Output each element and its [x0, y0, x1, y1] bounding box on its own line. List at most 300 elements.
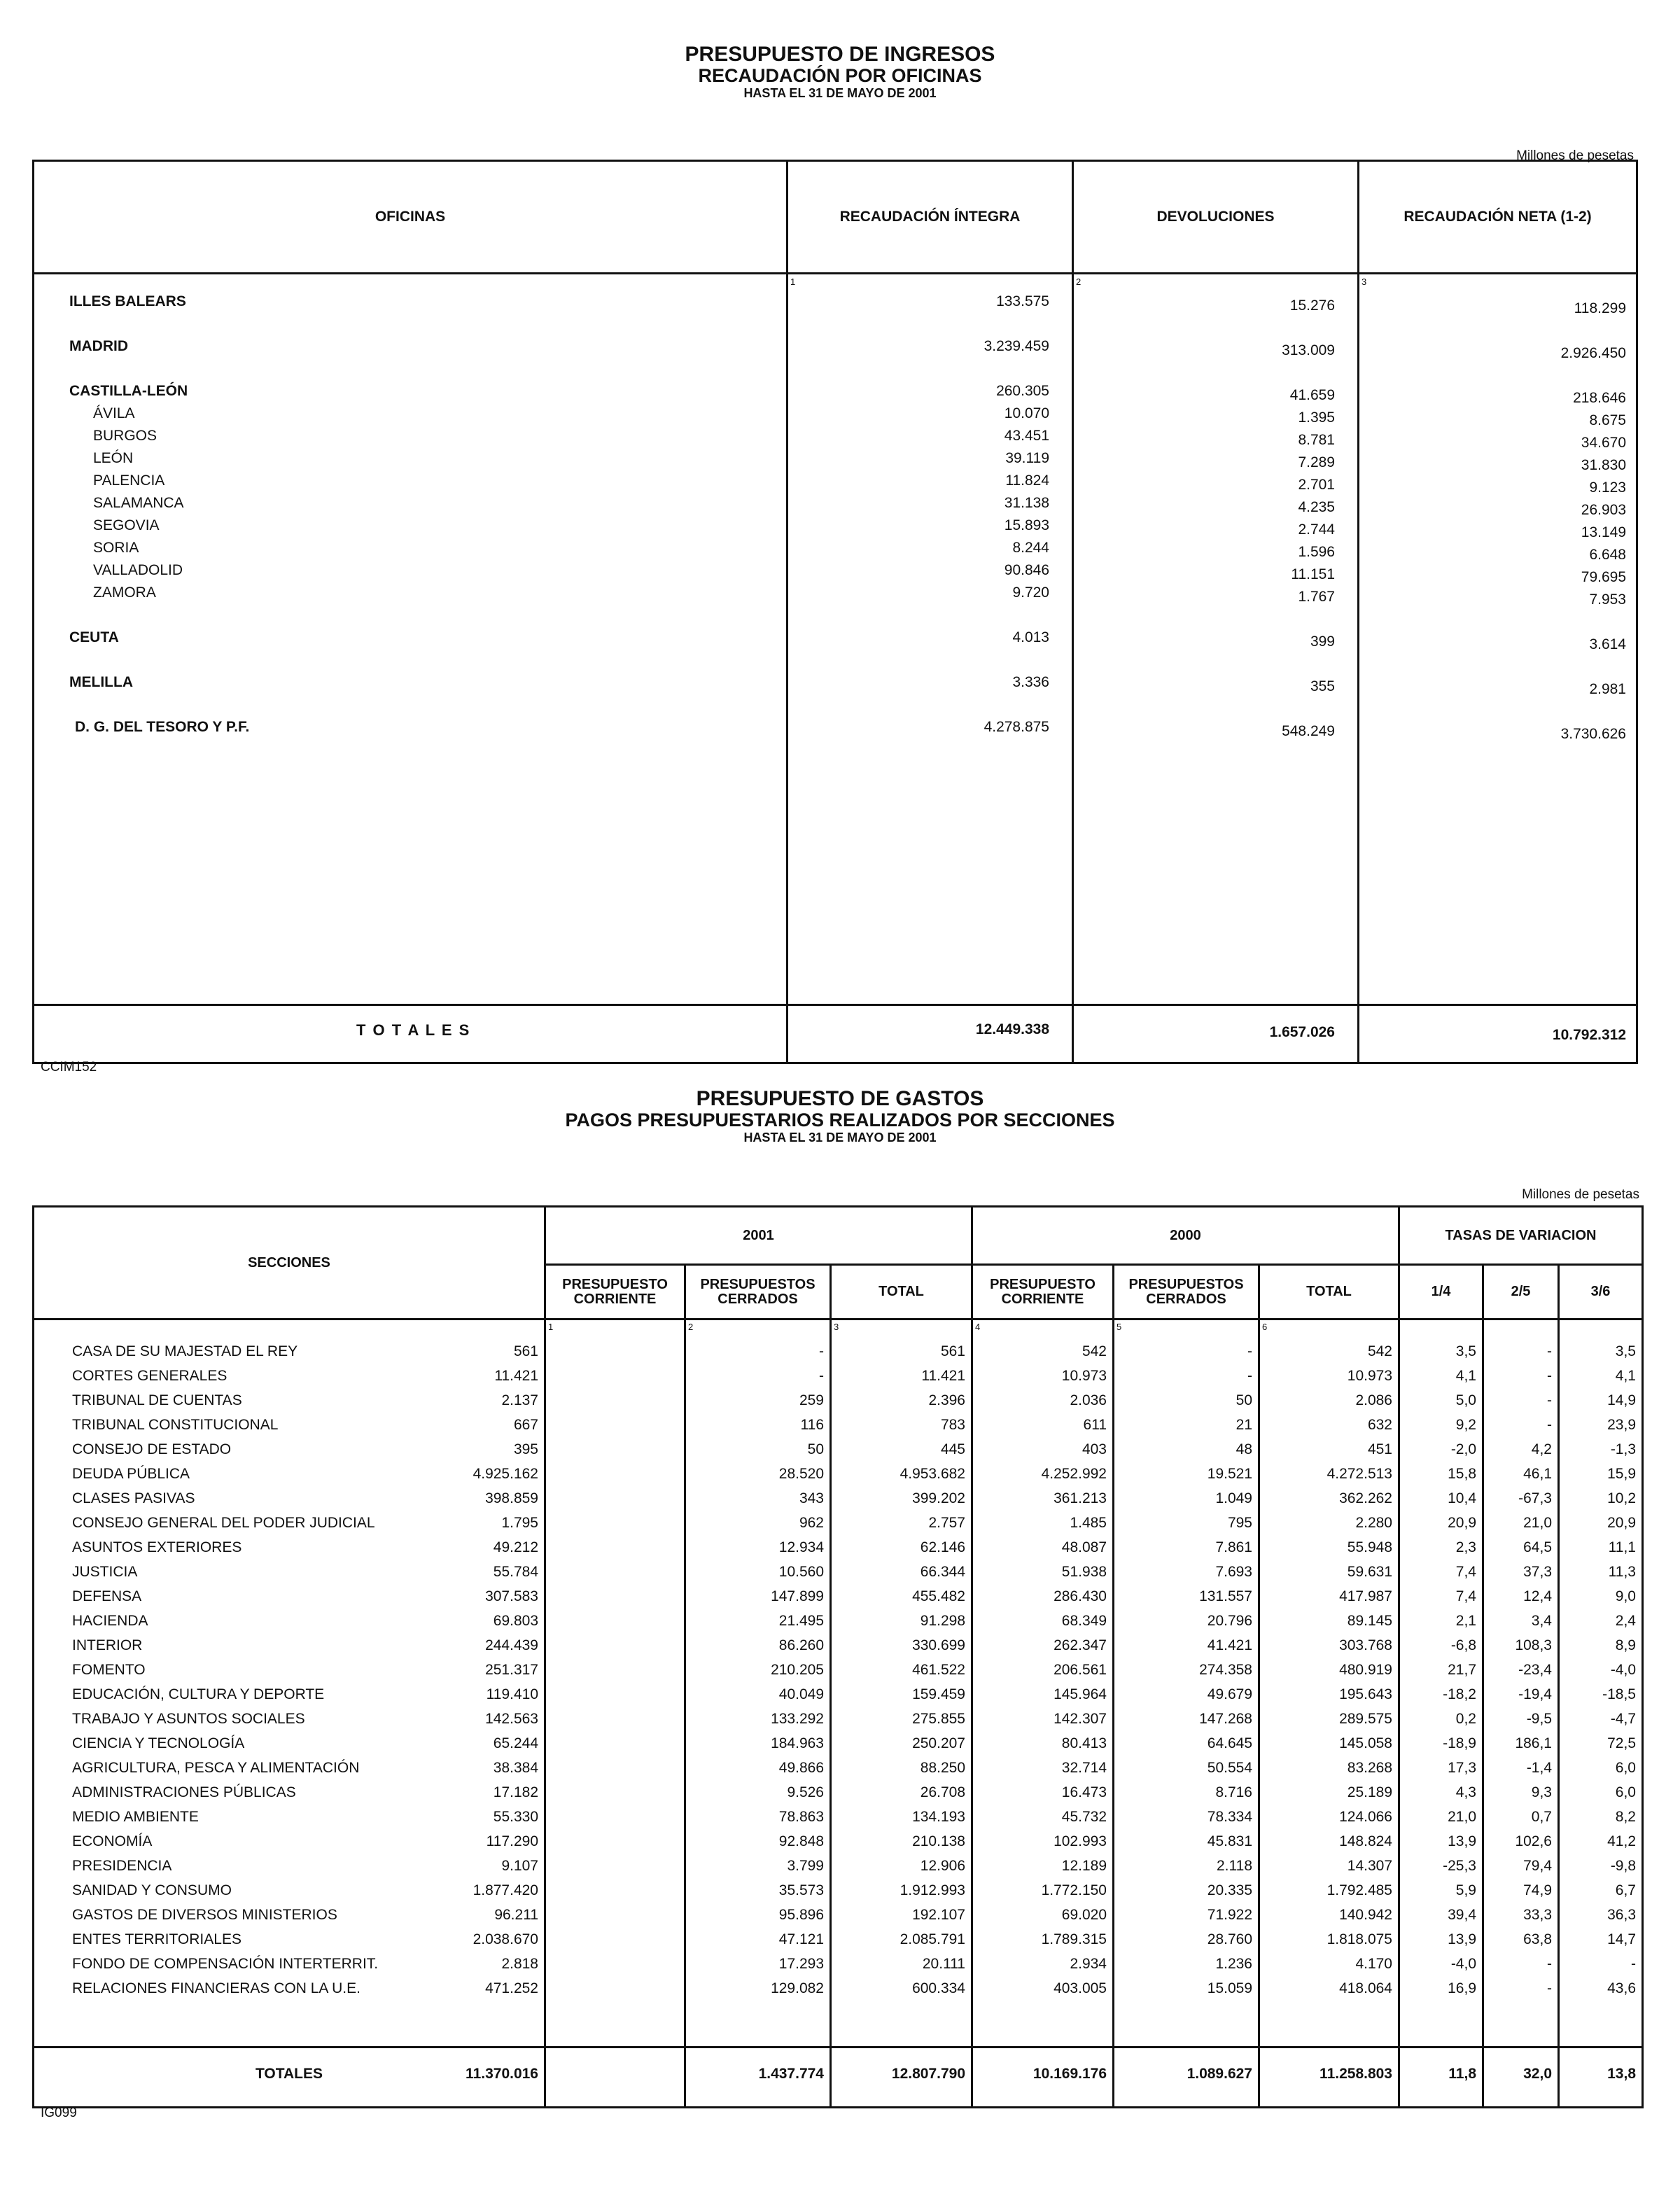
cell-value: 962 — [799, 1515, 824, 1531]
cell-value: 343 — [799, 1490, 824, 1506]
cell-value: 117.290 — [486, 1833, 538, 1849]
table-row — [34, 1610, 1642, 1634]
row-label: CASTILLA-LEÓN — [69, 383, 188, 399]
row-value: 2.926.450 — [1560, 345, 1626, 361]
row-value: 34.670 — [1581, 435, 1626, 451]
seccion-name: TRABAJO Y ASUNTOS SOCIALES — [72, 1711, 305, 1727]
cell-value: 403.005 — [1054, 1980, 1107, 1996]
header-recaudacion-neta: RECAUDACIÓN NETA (1-2) — [1404, 209, 1592, 225]
cell-value: 21.495 — [778, 1613, 824, 1629]
cell-value: 632 — [1367, 1417, 1392, 1433]
cell-value: 2.038.670 — [472, 1931, 538, 1947]
cell-value: 28.760 — [1207, 1931, 1252, 1947]
table-row — [34, 1708, 1642, 1732]
cell-value: 36,3 — [1607, 1907, 1636, 1923]
seccion-name: CONSEJO GENERAL DEL PODER JUDICIAL — [72, 1515, 375, 1531]
row-value: 313.009 — [1282, 342, 1335, 358]
cell-value: 51.938 — [1061, 1564, 1107, 1580]
cell-value: 9.526 — [787, 1784, 824, 1800]
row-value: 11.824 — [1005, 472, 1049, 489]
row-label: ZAMORA — [93, 584, 156, 601]
seccion-name: PRESIDENCIA — [72, 1858, 172, 1874]
row-value: 15.276 — [1289, 298, 1335, 314]
cell-value: 14,9 — [1607, 1392, 1636, 1408]
column-number: 5 — [1116, 1322, 1122, 1332]
cell-value: 35.573 — [778, 1882, 824, 1898]
table-row — [34, 1463, 1642, 1488]
row-value: 3.614 — [1589, 636, 1626, 652]
cell-value: 45.831 — [1207, 1833, 1252, 1849]
cell-value: 611 — [1083, 1417, 1107, 1433]
row-value: 1.767 — [1298, 589, 1335, 605]
cell-value: 72,5 — [1607, 1735, 1636, 1751]
cell-value: - — [1247, 1368, 1252, 1384]
ingresos-subtitle: RECAUDACIÓN POR OFICINAS — [698, 65, 982, 86]
cell-value: 275.855 — [912, 1711, 965, 1727]
row-value: 1.395 — [1298, 410, 1335, 426]
ingresos-title: PRESUPUESTO DE INGRESOS — [685, 43, 995, 66]
cell-value: 21,0 — [1523, 1515, 1552, 1531]
table-row — [34, 1732, 1642, 1757]
cell-value: 92.848 — [778, 1833, 824, 1849]
cell-value: 6,7 — [1615, 1882, 1636, 1898]
cell-value: 2,4 — [1615, 1613, 1636, 1629]
row-value: 3.336 — [1012, 674, 1049, 690]
row-label: VALLADOLID — [93, 562, 183, 578]
table-row — [34, 1561, 1642, 1586]
cell-value: 14.307 — [1347, 1858, 1392, 1874]
cell-value: 4,2 — [1531, 1441, 1552, 1457]
cell-value: 26.708 — [920, 1784, 965, 1800]
cell-value: 159.459 — [912, 1686, 965, 1702]
cell-value: 23,9 — [1607, 1417, 1636, 1433]
table-row — [34, 1414, 1642, 1438]
cell-value: - — [819, 1343, 824, 1359]
row-value: 8.675 — [1589, 412, 1626, 428]
cell-value: -2,0 — [1450, 1441, 1476, 1457]
cell-value: 21,0 — [1448, 1809, 1476, 1825]
seccion-name: CLASES PASIVAS — [72, 1490, 195, 1506]
row-value: 4.235 — [1298, 499, 1335, 515]
total-value: 11,8 — [1448, 2066, 1476, 2082]
gastos-units: Millones de pesetas — [1522, 1187, 1639, 1202]
cell-value: 13,9 — [1448, 1833, 1476, 1849]
cell-value: -4,7 — [1610, 1711, 1636, 1727]
row-value: 13.149 — [1581, 524, 1626, 540]
cell-value: 4.170 — [1355, 1956, 1392, 1972]
cell-value: 11,3 — [1608, 1564, 1636, 1580]
ingresos-date: HASTA EL 31 DE MAYO DE 2001 — [743, 86, 937, 100]
cell-value: 147.899 — [771, 1588, 824, 1604]
row-value: 7.953 — [1589, 592, 1626, 608]
cell-value: -18,5 — [1602, 1686, 1636, 1702]
cell-value: 32.714 — [1061, 1760, 1107, 1776]
cell-value: 4.953.682 — [899, 1466, 965, 1482]
row-label: CEUTA — [69, 629, 119, 645]
seccion-name: EDUCACIÓN, CULTURA Y DEPORTE — [72, 1686, 325, 1702]
cell-value: 20,9 — [1448, 1515, 1476, 1531]
column-number: 1 — [548, 1322, 554, 1332]
cell-value: 21,7 — [1448, 1662, 1476, 1678]
cell-value: 41.421 — [1207, 1637, 1252, 1653]
cell-value: 108,3 — [1515, 1637, 1552, 1653]
cell-value: -23,4 — [1518, 1662, 1552, 1678]
row-value: 31.138 — [1004, 495, 1049, 511]
cell-value: 9.107 — [501, 1858, 538, 1874]
cell-value: 399.202 — [912, 1490, 965, 1506]
cell-value: 451 — [1367, 1441, 1392, 1457]
cell-value: 192.107 — [912, 1907, 965, 1923]
cell-value: 5,9 — [1455, 1882, 1476, 1898]
table-row — [34, 1634, 1642, 1659]
cell-value: 6,0 — [1615, 1760, 1636, 1776]
cell-value: 8,2 — [1615, 1809, 1636, 1825]
cell-value: 259 — [799, 1392, 824, 1408]
row-value: 218.646 — [1573, 390, 1626, 406]
total-value: 11.258.803 — [1320, 2066, 1392, 2082]
seccion-name: CORTES GENERALES — [72, 1368, 227, 1384]
column-number: 2 — [688, 1322, 694, 1332]
table-row — [34, 1928, 1642, 1953]
ingresos-title-block — [0, 43, 1680, 101]
cell-value: 186,1 — [1515, 1735, 1552, 1751]
cell-value: 89.145 — [1347, 1613, 1392, 1629]
header-total-2001: TOTAL — [878, 1284, 924, 1299]
cell-value: 361.213 — [1054, 1490, 1107, 1506]
cell-value: 21 — [1236, 1417, 1252, 1433]
cell-value: 561 — [513, 1343, 538, 1359]
row-value: 9.123 — [1589, 479, 1626, 496]
cell-value: 7.861 — [1215, 1539, 1252, 1555]
cell-value: 20,9 — [1607, 1515, 1636, 1531]
cell-value: 445 — [940, 1441, 965, 1457]
gastos-title-block — [0, 1088, 1680, 1145]
cell-value: 9,0 — [1615, 1588, 1636, 1604]
column-divider — [1357, 162, 1359, 1062]
seccion-name: INTERIOR — [72, 1637, 143, 1653]
header-oficinas: OFICINAS — [374, 209, 446, 225]
cell-value: 10.973 — [1061, 1368, 1107, 1384]
seccion-name: MEDIO AMBIENTE — [72, 1809, 199, 1825]
seccion-name: RELACIONES FINANCIERAS CON LA U.E. — [72, 1980, 360, 1996]
seccion-name: FOMENTO — [72, 1662, 146, 1678]
table-row — [34, 1904, 1642, 1928]
header-tasa-2-5: 2/5 — [1511, 1284, 1531, 1299]
cell-value: 195.643 — [1339, 1686, 1392, 1702]
seccion-name: CASA DE SU MAJESTAD EL REY — [72, 1343, 298, 1359]
cell-value: 9,2 — [1455, 1417, 1476, 1433]
total-recaudacion-neta: 10.792.312 — [1552, 1027, 1626, 1043]
row-value: 41.659 — [1289, 387, 1335, 403]
cell-value: 7.693 — [1215, 1564, 1252, 1580]
table-row — [34, 1879, 1642, 1904]
table-row — [34, 1586, 1642, 1610]
row-value: 1.596 — [1298, 544, 1335, 560]
cell-value: 119.410 — [486, 1686, 538, 1702]
cell-value: 16,9 — [1448, 1980, 1476, 1996]
cell-value: 64.645 — [1207, 1735, 1252, 1751]
cell-value: 10.560 — [778, 1564, 824, 1580]
cell-value: 418.064 — [1339, 1980, 1392, 1996]
cell-value: 1.485 — [1070, 1515, 1107, 1531]
row-value: 3.730.626 — [1560, 726, 1626, 742]
cell-value: 39,4 — [1448, 1907, 1476, 1923]
cell-value: 1.236 — [1215, 1956, 1252, 1972]
seccion-name: CIENCIA Y TECNOLOGÍA — [72, 1735, 245, 1751]
cell-value: 142.563 — [485, 1711, 538, 1727]
seccion-name: TRIBUNAL DE CUENTAS — [72, 1392, 242, 1408]
cell-value: 7,4 — [1455, 1588, 1476, 1604]
table-row — [34, 1536, 1642, 1561]
seccion-name: DEUDA PÚBLICA — [72, 1466, 190, 1482]
seccion-name: CONSEJO DE ESTADO — [72, 1441, 232, 1457]
cell-value: -4,0 — [1450, 1956, 1476, 1972]
cell-value: 7,4 — [1455, 1564, 1476, 1580]
cell-value: -19,4 — [1518, 1686, 1552, 1702]
cell-value: 471.252 — [485, 1980, 538, 1996]
row-label: BURGOS — [93, 428, 158, 444]
column-number: 2 — [1076, 276, 1082, 287]
cell-value: 8,9 — [1615, 1637, 1636, 1653]
cell-value: - — [1547, 1392, 1552, 1408]
cell-value: 37,3 — [1523, 1564, 1552, 1580]
header-devoluciones: DEVOLUCIONES — [1156, 209, 1275, 225]
cell-value: 63,8 — [1523, 1931, 1552, 1947]
cell-value: 1.912.993 — [899, 1882, 965, 1898]
cell-value: 78.863 — [778, 1809, 824, 1825]
header-tasa-3-6: 3/6 — [1590, 1284, 1611, 1299]
total-devoluciones: 1.657.026 — [1269, 1024, 1335, 1040]
cell-value: 0,2 — [1455, 1711, 1476, 1727]
totals-top-line — [34, 2046, 1642, 2048]
cell-value: 13,9 — [1448, 1931, 1476, 1947]
row-value: 9.720 — [1012, 584, 1049, 601]
row-label: LEÓN — [93, 450, 134, 466]
table-row — [34, 1390, 1642, 1414]
column-divider — [786, 162, 788, 1062]
cell-value: 48.087 — [1061, 1539, 1107, 1555]
cell-value: 91.298 — [920, 1613, 965, 1629]
column-number: 3 — [1362, 276, 1367, 287]
cell-value: 795 — [1227, 1515, 1252, 1531]
cell-value: -9,5 — [1526, 1711, 1552, 1727]
seccion-name: FONDO DE COMPENSACIÓN INTERTERRIT. — [72, 1956, 379, 1972]
cell-value: 147.268 — [1199, 1711, 1252, 1727]
cell-value: 417.987 — [1339, 1588, 1392, 1604]
cell-value: 398.859 — [485, 1490, 538, 1506]
cell-value: - — [1247, 1343, 1252, 1359]
cell-value: - — [1547, 1980, 1552, 1996]
cell-value: 140.942 — [1339, 1907, 1392, 1923]
cell-value: 4,1 — [1615, 1368, 1636, 1384]
ingresos-table — [32, 160, 1638, 1064]
cell-value: 286.430 — [1054, 1588, 1107, 1604]
row-value: 31.830 — [1581, 457, 1626, 473]
cell-value: 15,9 — [1607, 1466, 1636, 1482]
cell-value: 12.189 — [1061, 1858, 1107, 1874]
row-label: PALENCIA — [93, 472, 165, 489]
table-row — [34, 1340, 1642, 1365]
gastos-totals-row — [34, 2063, 1642, 2087]
cell-value: 129.082 — [771, 1980, 824, 1996]
seccion-name: DEFENSA — [72, 1588, 142, 1604]
cell-value: 74,9 — [1523, 1882, 1552, 1898]
cell-value: 10,2 — [1607, 1490, 1636, 1506]
cell-value: 2,3 — [1455, 1539, 1476, 1555]
cell-value: 210.205 — [771, 1662, 824, 1678]
cell-value: 2.085.791 — [899, 1931, 965, 1947]
seccion-name: JUSTICIA — [72, 1564, 138, 1580]
cell-value: 41,2 — [1607, 1833, 1636, 1849]
seccion-name: AGRICULTURA, PESCA Y ALIMENTACIÓN — [72, 1760, 360, 1776]
row-value: 6.648 — [1589, 547, 1626, 563]
row-value: 43.451 — [1004, 428, 1049, 444]
cell-value: 184.963 — [771, 1735, 824, 1751]
row-value: 260.305 — [996, 383, 1049, 399]
row-label: D. G. DEL TESORO Y P.F. — [75, 719, 250, 735]
cell-value: 102,6 — [1515, 1833, 1552, 1849]
header-recaudacion-integra: RECAUDACIÓN ÍNTEGRA — [839, 209, 1021, 225]
cell-value: 45.732 — [1061, 1809, 1107, 1825]
cell-value: 12.934 — [778, 1539, 824, 1555]
cell-value: 124.066 — [1339, 1809, 1392, 1825]
cell-value: 10,4 — [1448, 1490, 1476, 1506]
row-label: MADRID — [69, 338, 128, 354]
cell-value: 48 — [1236, 1441, 1252, 1457]
cell-value: 561 — [940, 1343, 965, 1359]
cell-value: 64,5 — [1523, 1539, 1552, 1555]
cell-value: - — [1547, 1956, 1552, 1972]
cell-value: 131.557 — [1199, 1588, 1252, 1604]
cell-value: 102.993 — [1054, 1833, 1107, 1849]
cell-value: - — [1547, 1368, 1552, 1384]
totals-label: TOTALES — [255, 2066, 323, 2082]
cell-value: 1.049 — [1215, 1490, 1252, 1506]
row-label: MELILLA — [69, 674, 133, 690]
cell-value: 2.118 — [1217, 1858, 1252, 1874]
header-presupuestos-cerrados-2001: PRESUPUESTOS CERRADOS — [700, 1276, 816, 1307]
seccion-name: ECONOMÍA — [72, 1833, 153, 1849]
total-value: 1.437.774 — [758, 2066, 824, 2082]
total-value: 11.370.016 — [465, 2066, 538, 2082]
row-value: 90.846 — [1004, 562, 1049, 578]
seccion-name: ASUNTOS EXTERIORES — [72, 1539, 242, 1555]
cell-value: 250.207 — [912, 1735, 965, 1751]
header-year-2000: 2000 — [1170, 1227, 1201, 1243]
gastos-title: PRESUPUESTO DE GASTOS — [696, 1087, 984, 1110]
cell-value: 33,3 — [1523, 1907, 1552, 1923]
row-label: SORIA — [93, 540, 139, 556]
cell-value: 20.335 — [1207, 1882, 1252, 1898]
cell-value: 2.396 — [928, 1392, 965, 1408]
cell-value: 20.796 — [1207, 1613, 1252, 1629]
cell-value: 542 — [1367, 1343, 1392, 1359]
cell-value: 11,1 — [1608, 1539, 1636, 1555]
seccion-name: TRIBUNAL CONSTITUCIONAL — [72, 1417, 279, 1433]
cell-value: 303.768 — [1339, 1637, 1392, 1653]
seccion-name: ENTES TERRITORIALES — [72, 1931, 241, 1947]
row-value: 8.244 — [1012, 540, 1049, 556]
cell-value: 49.679 — [1207, 1686, 1252, 1702]
cell-value: 2.757 — [928, 1515, 965, 1531]
cell-value: 8.716 — [1215, 1784, 1252, 1800]
cell-value: -9,8 — [1610, 1858, 1636, 1874]
cell-value: 362.262 — [1339, 1490, 1392, 1506]
cell-value: 600.334 — [912, 1980, 965, 1996]
ingresos-units: Millones de pesetas — [1516, 148, 1634, 163]
total-value: 32,0 — [1523, 2066, 1552, 2082]
table-row — [34, 1806, 1642, 1830]
row-value: 3.239.459 — [983, 338, 1049, 354]
cell-value: 80.413 — [1061, 1735, 1107, 1751]
table-row — [34, 1855, 1642, 1879]
seccion-name: SANIDAD Y CONSUMO — [72, 1882, 232, 1898]
row-value: 2.701 — [1298, 477, 1335, 493]
cell-value: - — [1547, 1417, 1552, 1433]
cell-value: 480.919 — [1339, 1662, 1392, 1678]
cell-value: 2.280 — [1355, 1515, 1392, 1531]
table-row — [34, 1659, 1642, 1684]
cell-value: 5,0 — [1455, 1392, 1476, 1408]
cell-value: -4,0 — [1610, 1662, 1636, 1678]
cell-value: 78.334 — [1207, 1809, 1252, 1825]
cell-value: 16.473 — [1061, 1784, 1107, 1800]
header-secciones: SECCIONES — [248, 1254, 330, 1270]
cell-value: 14,7 — [1607, 1931, 1636, 1947]
table-row — [34, 1977, 1642, 2002]
header-tasas-variacion: TASAS DE VARIACION — [1445, 1227, 1597, 1243]
cell-value: 2.818 — [501, 1956, 538, 1972]
cell-value: 1.772.150 — [1041, 1882, 1107, 1898]
gastos-date: HASTA EL 31 DE MAYO DE 2001 — [743, 1130, 937, 1144]
cell-value: 69.020 — [1061, 1907, 1107, 1923]
header-year-2001: 2001 — [743, 1227, 774, 1243]
total-value: 13,8 — [1607, 2066, 1636, 2082]
gastos-code: IG099 — [41, 2106, 77, 2120]
cell-value: 667 — [513, 1417, 538, 1433]
cell-value: 55.784 — [493, 1564, 538, 1580]
row-value: 133.575 — [996, 293, 1049, 309]
cell-value: 28.520 — [778, 1466, 824, 1482]
header-presupuestos-cerrados-2000: PRESUPUESTOS CERRADOS — [1128, 1276, 1244, 1307]
row-label: SALAMANCA — [93, 495, 184, 511]
cell-value: 1.795 — [501, 1515, 538, 1531]
cell-value: -6,8 — [1450, 1637, 1476, 1653]
totals-label: T O T A L E S — [356, 1021, 471, 1039]
header-presupuesto-corriente-2000: PRESUPUESTO CORRIENTE — [990, 1276, 1096, 1307]
cell-value: 262.347 — [1054, 1637, 1107, 1653]
table-row — [34, 1830, 1642, 1855]
column-number: 3 — [834, 1322, 839, 1332]
row-value: 4.278.875 — [983, 719, 1049, 735]
cell-value: 66.344 — [920, 1564, 965, 1580]
cell-value: 2.934 — [1070, 1956, 1107, 1972]
cell-value: 47.121 — [778, 1931, 824, 1947]
cell-value: 17,3 — [1448, 1760, 1476, 1776]
cell-value: 4.925.162 — [472, 1466, 538, 1482]
header-presupuesto-corriente-2001: PRESUPUESTO CORRIENTE — [562, 1276, 668, 1307]
cell-value: 1.792.485 — [1326, 1882, 1392, 1898]
cell-value: 9,3 — [1531, 1784, 1552, 1800]
table-row — [34, 1757, 1642, 1782]
cell-value: 134.193 — [912, 1809, 965, 1825]
row-value: 10.070 — [1004, 405, 1049, 421]
cell-value: 395 — [513, 1441, 538, 1457]
seccion-name: HACIENDA — [72, 1613, 148, 1629]
column-divider — [1072, 162, 1074, 1062]
cell-value: 330.699 — [912, 1637, 965, 1653]
row-value: 11.151 — [1291, 566, 1335, 582]
